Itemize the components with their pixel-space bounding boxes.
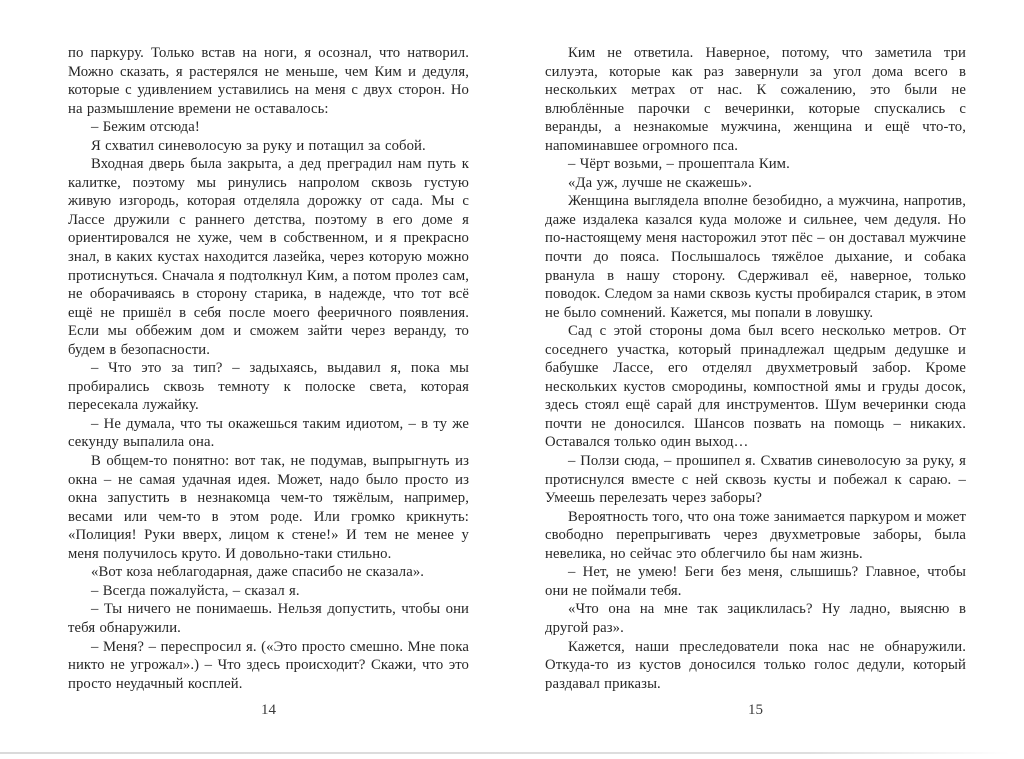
paragraph: Кажется, наши преследователи пока нас не обнаружили. Откуда-то из кустов доносился только голос дедули, который раздавал приказы. xyxy=(545,638,966,692)
scan-edge-line xyxy=(0,752,1010,754)
paragraph: – Не думала, что ты окажешься таким идиотом, – в ту же секунду выпалила она. xyxy=(68,415,469,451)
paragraph: – Всегда пожалуйста, – сказал я. xyxy=(91,582,300,599)
paragraph: «Что она на мне так зациклилась? Ну ладно, выясню в другой раз». xyxy=(545,601,966,636)
page-left-text xyxy=(68,44,469,693)
paragraph: Я схватил синеволосую за руку и потащил за собой. xyxy=(91,137,426,154)
paragraph: Ким не ответила. Наверное, потому, что заметила три силуэта, которые как раз завернули за угол дома всего в нескольких метрах от нас. К сожалению, это были не влюблённые парочки с вечеринки, которые спускались с веранды, а незнакомые мужчина, женщина и ещё что-то, напоминавшее огромного пса. xyxy=(545,45,966,154)
page-number-left: 14 xyxy=(261,702,276,718)
paragraph: – Ползи сюда, – прошипел я. Схватив синеволосую за руку, я протиснулся вместе с ней сквозь кусты и побежал к сараю. – Умеешь перелезать через заборы? xyxy=(545,453,966,507)
paragraph: – Чёрт возьми, – прошептала Ким. xyxy=(568,156,790,173)
paragraph: – Ты ничего не понимаешь. Нельзя допустить, чтобы они тебя обнаружили. xyxy=(68,601,469,636)
paragraph: «Вот коза неблагодарная, даже спасибо не сказала». xyxy=(91,564,425,581)
paragraph: – Нет, не умею! Беги без меня, слышишь? Главное, чтобы они не поймали тебя. xyxy=(545,564,966,599)
paragraph: – Меня? – переспросил я. («Это просто смешно. Мне пока никто не угрожал».) – Что здесь происходит? Скажи, что это просто неудачный косплей. xyxy=(68,638,469,692)
page-number-right: 15 xyxy=(748,702,763,718)
paragraph: В общем-то понятно: вот так, не подумав, выпрыгнуть из окна – не самая удачная идея. Может, надо было просто из окна запустить в незнакомца чем-то тяжёлым, например, весами или чем-то в этом роде. Или громко крикнуть: «Полиция! Руки вверх, лицом к стене!» И тем не менее у меня получилось круто. И довольно-таки стильно. xyxy=(68,453,469,562)
paragraph: – Что это за тип? – задыхаясь, выдавил я, пока мы пробирались сквозь темноту к полоске света, которая пересекала лужайку. xyxy=(68,360,469,414)
paragraph: Женщина выглядела вполне безобидно, а мужчина, напротив, даже издалека казался куда моложе и сильнее, чем дедуля. Но по-настоящему меня насторожил этот пёс – он доставал мужчине почти до пояса. Послышалось тяжёлое дыхание, и собака рванула в нашу сторону. Сдерживал её, наверное, только поводок. Следом за нами сквозь кусты пробирался старик, в этом не было сомнений. Кажется, мы попали в ловушку. xyxy=(545,193,966,321)
page-right-text xyxy=(545,44,966,693)
paragraph: – Бежим отсюда! xyxy=(91,119,200,136)
paragraph: Входная дверь была закрыта, а дед преградил нам путь к калитке, поэтому мы ринулись напролом сквозь густую живую изгородь, которая отделяла дорожку от сада. Мы с Лассе дружили с раннего детства, поэтому в его доме я ориентировался не хуже, чем в собственном, и я прекрасно знал, в каких кустах находится лазейка, через которую можно протиснуться. Сначала я подтолкнул Ким, а потом пролез сам, не оборачиваясь в сторону старика, в надежде, что тот всё ещё не пришёл в себя после моего фееричного появления. Если мы оббежим дом и сможем зайти через веранду, то будем в безопасности. xyxy=(68,156,470,358)
paragraph: по паркуру. Только встав на ноги, я осознал, что натворил. Можно сказать, я растерялся не меньше, чем Ким и дедуля, которые с удивлением уставились на меня с двух сторон. Но на размышление времени не оставалось: xyxy=(68,45,469,117)
paragraph: Вероятность того, что она тоже занимается паркуром и может свободно перепрыгивать через двухметровые заборы, была невелика, но сейчас это облегчило бы нам жизнь. xyxy=(545,508,966,562)
paragraph: Сад с этой стороны дома был всего несколько метров. От соседнего участка, который принадлежал щедрым дедушке и бабушке Лассе, его отделял двухметровый забор. Кроме нескольких кустов смородины, компостной ямы и груды досок, здесь стоял ещё сарай для инструментов. Шум вечеринки сюда почти не доносился. Шансов позвать на помощь – никаких. Оставался только один выход… xyxy=(545,323,966,451)
paragraph: «Да уж, лучше не скажешь». xyxy=(568,174,752,191)
